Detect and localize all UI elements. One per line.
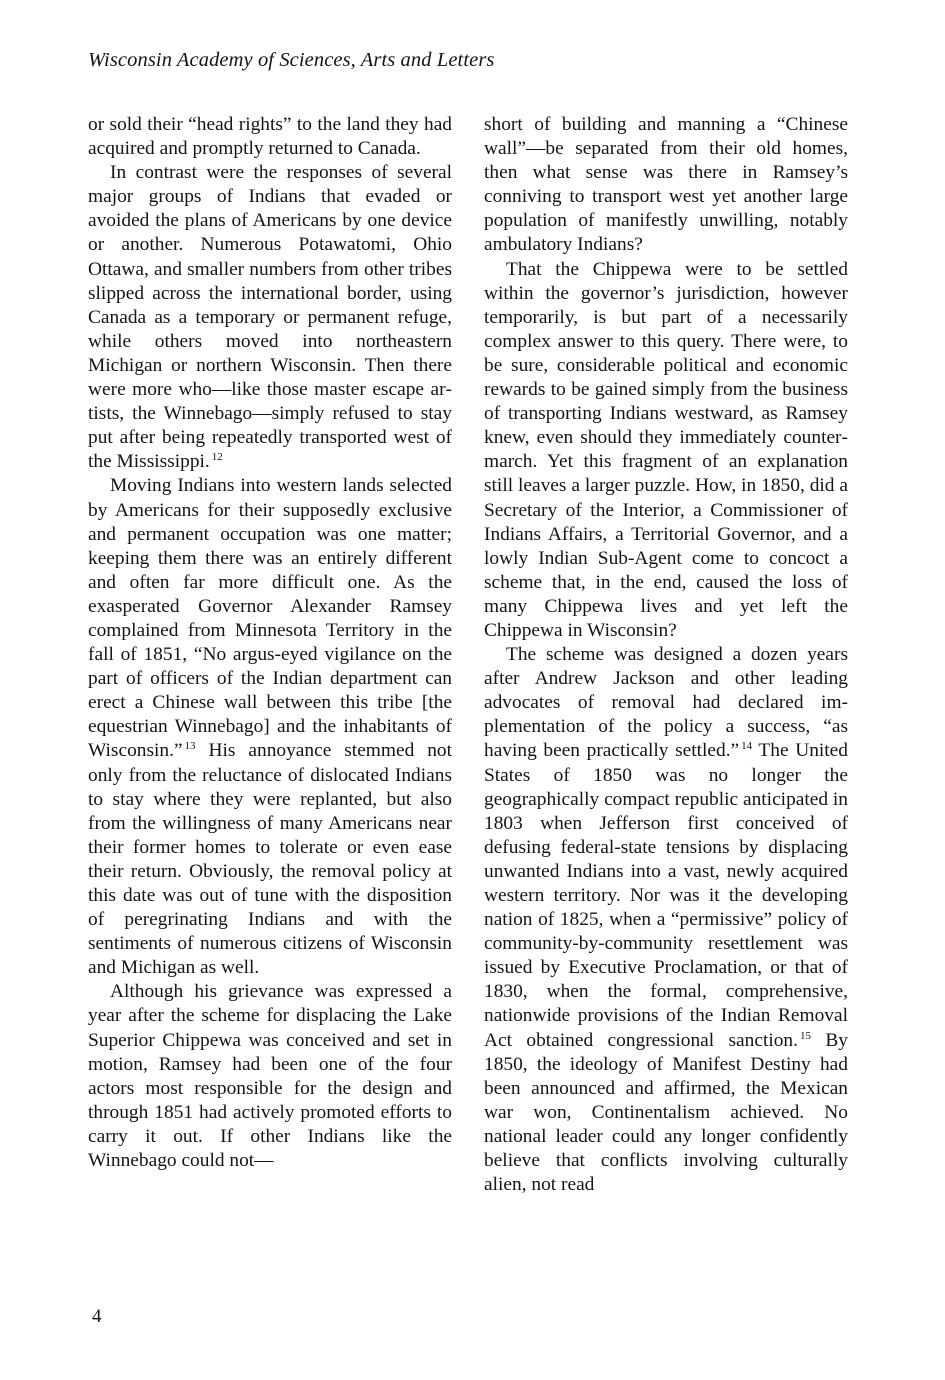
- paragraph: short of building and manning a “Chinese wall”—be separated from their old homes, then what sense was there in Ramsey’s conniving to transport west yet another large population of manifestly unwilling, notably ambulatory Indians?: [484, 114, 848, 256]
- paragraph: That the Chippewa were to be settled within the governor’s jurisdiction, however temporarily, is but part of a necessarily complex answer to this query. There were, to be sure, considerable political and economic rewards to be gained simply from the business of transporting Indians westward, as Ramsey knew, even should they immediately countermarch. Yet this fragment of an explanation still leaves a larger puzzle. How, in 1850, did a Secretary of the Interior, a Commissioner of Indians Affairs, a Territorial Governor, and a lowly Indian Sub-Agent come to concoct a scheme that, in the end, caused the loss of many Chippewa lives and yet left the Chippewa in Wisconsin?: [484, 258, 848, 641]
- right-column: [484, 113, 848, 1197]
- left-column: [88, 113, 452, 1173]
- footnote-ref: 13: [184, 740, 196, 753]
- footnote-ref: 15: [799, 1029, 811, 1042]
- paragraph: Although his grievance was expressed a year after the scheme for displacing the Lake Superior Chippewa was conceived and set in motion, Ramsey had been one of the four actors most responsible for the design and through 1851 had actively promoted efforts to carry it out. If other Indians like the Winnebago could not—: [88, 981, 452, 1172]
- running-head: Wisconsin Academy of Sciences, Arts and Letters: [88, 49, 495, 71]
- footnote-ref: 12: [211, 451, 223, 464]
- page-number: 4: [92, 1306, 102, 1327]
- footnote-ref: 14: [741, 740, 753, 753]
- paragraph: Moving Indians into western lands selected by Americans for their supposedly exclusive and permanent occupation was one matter; keeping them there was an entirely different and often far more difficult one. As the exasperated Governor Alexander Ramsey complained from Minnesota Territory in the fall of 1851, “No argus-eyed vigilance on the part of officers of the Indian department can erect a Chinese wall between this tribe [the equestrian Winnebago] and the inhabitants of Wisconsin.” $^{13}$ His annoyance stemmed not only from the reluctance of dislocated Indians to stay where they were replanted, but also from the willingness of many Americans near their former homes to tolerate or even ease their return. Obviously, the removal policy at this date was out of tune with the disposition of peregrinating Indians and with the sentiments of numerous citizens of Wisconsin and Michigan as well.: [88, 475, 452, 979]
- paragraph: or sold their “head rights” to the land they had acquired and promptly returned to Canada.: [88, 114, 452, 160]
- paragraph: In contrast were the responses of several major groups of Indians that evaded or avoided the plans of Americans by one device or another. Numerous Potawatomi, Ohio Ottawa, and smaller numbers from other tribes slipped across the international border, using Canada as a temporary or permanent refuge, while others moved into northeastern Michigan or northern Wisconsin. Then there were more who—like those master escape artists, the Winnebago—simply refused to stay put after being repeatedly transported west of the Mississippi. $^{12}$: [88, 162, 452, 473]
- paragraph: The scheme was designed a dozen years after Andrew Jackson and other leading advocates of removal had declared implementation of the policy a success, “as having been practically settled.” $^{14}$ The United States of 1850 was no longer the geographically compact republic anticipated in 1803 when Jefferson first conceived of defusing federal-state tensions by displacing unwanted Indians into a vast, newly acquired western territory. Nor was it the developing nation of 1825, when a “permissive” policy of community-by-community resettlement was issued by Executive Proclamation, or that of 1830, when the formal, comprehensive, nationwide provisions of the Indian Removal Act obtained congressional sanction. $^{15}$ By 1850, the ideology of Manifest Destiny had been announced and affirmed, the Mexican war won, Continentalism achieved. No national leader could any longer confidently believe that conflicts involving culturally alien, not read: [484, 644, 848, 1196]
